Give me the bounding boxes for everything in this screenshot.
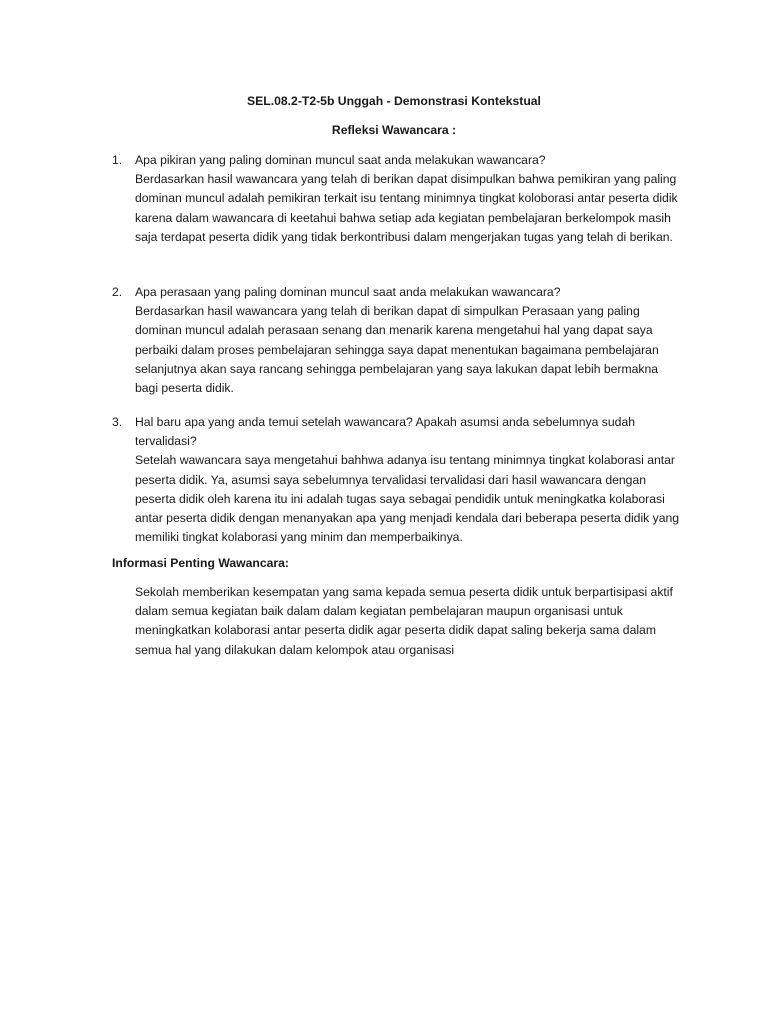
info-heading: Informasi Penting Wawancara: — [112, 556, 289, 570]
item-answer: Berdasarkan hasil wawancara yang telah di berikan dapat di simpulkan Perasaan yang paling dominan muncul adalah perasaan senang dan menarik karena mengetahui hal yang dapat saya perbaiki dalam proses pembelajaran sehingga saya dapat menentukan bagaimana pembelajaran selanjutnya akan saya rancang sehingga pembelajaran yang saya lakukan dapat lebih bermakna bagi peserta didik. — [135, 304, 659, 396]
item-question: Apa perasaan yang paling dominan muncul saat anda melakukan wawancara? — [135, 285, 561, 299]
reflection-item-3 — [112, 413, 682, 547]
reflection-item-1 — [112, 151, 682, 247]
item-answer: Setelah wawancara saya mengetahui bahhwa adanya isu tentang minimnya tingkat kolaborasi antar peserta didik. Ya, asumsi saya sebelumnya tervalidasi tervalidasi dari hasil wawancara dengan peserta didik oleh karena itu ini adalah tugas saya sebagai pendidik untuk meningkatka kolaborasi antar peserta didik dengan menanyakan apa yang menjadi kendala dari beberapa peserta didik yang memiliki tingkat kolaborasi yang minim dan memperbaikinya. — [135, 453, 680, 545]
info-body: Sekolah memberikan kesempatan yang sama kepada semua peserta didik untuk berpartisipasi aktif dalam semua kegiatan baik dalam dalam kegiatan pembelajaran maupun organisasi untuk meningkatkan kolaborasi antar peserta didik agar peserta didik dapat saling bekerja sama dalam semua hal yang dilakukan dalam kelompok atau organisasi — [135, 585, 673, 657]
item-answer: Berdasarkan hasil wawancara yang telah di berikan dapat disimpulkan bahwa pemikiran yang paling dominan muncul adalah pemikiran terkait isu tentang minimnya tingkat koloborasi antar peserta didik karena dalam wawancara di keetahui bahwa setiap ada kegiatan pembelajaran berkelompok masih saja terdapat peserta didik yang tidak berkontribusi dalam mengerjakan tugas yang telah di berikan. — [135, 172, 678, 244]
item-number: 2. — [112, 285, 123, 299]
reflection-item-2 — [112, 283, 682, 398]
item-question: Hal baru apa yang anda temui setelah wawancara? Apakah asumsi anda sebelumnya sudah tervalidasi? — [135, 415, 636, 449]
document-title: SEL.08.2-T2-5b Unggah - Demonstrasi Kontekstual — [247, 94, 541, 108]
item-number: 3. — [112, 415, 123, 429]
item-question: Apa pikiran yang paling dominan muncul saat anda melakukan wawancara? — [135, 153, 546, 167]
document-subtitle: Refleksi Wawancara : — [331, 123, 457, 137]
item-number: 1. — [112, 153, 123, 167]
